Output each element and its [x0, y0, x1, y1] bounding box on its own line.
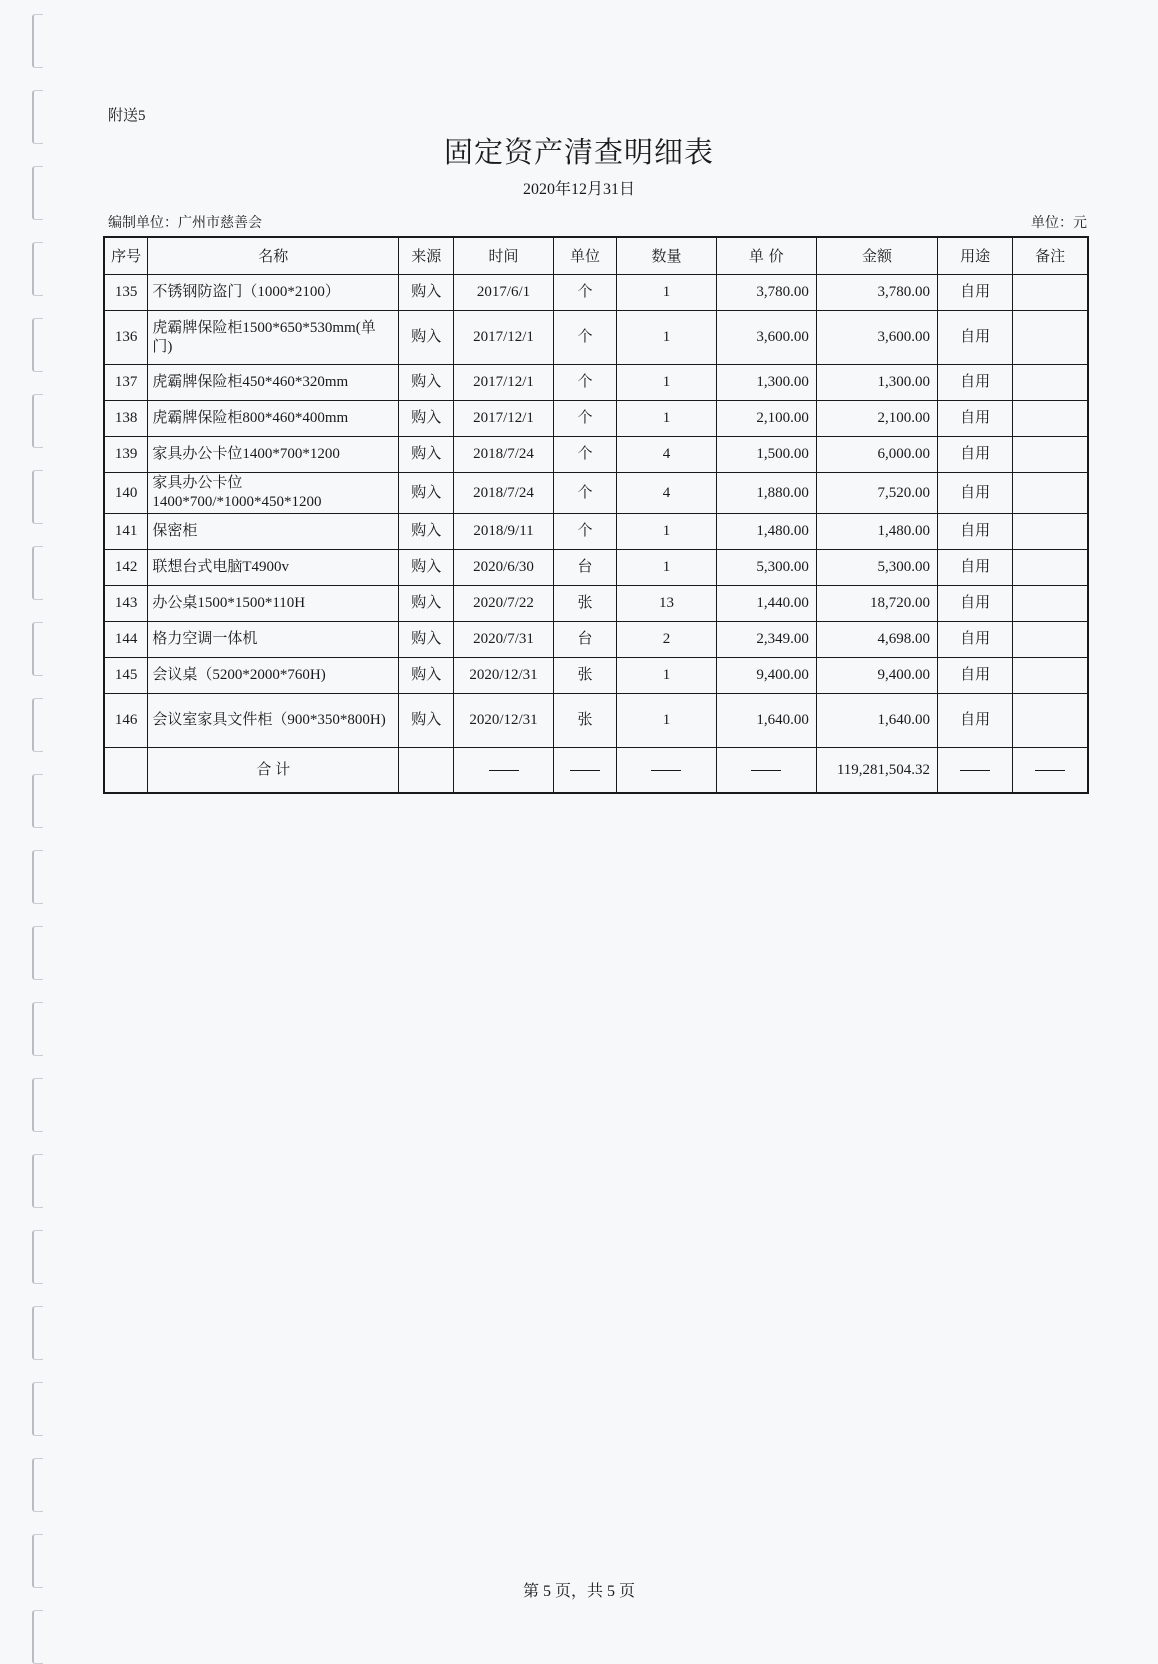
total-dash-cell [938, 748, 1013, 794]
source-cell: 购入 [399, 311, 454, 365]
table-row [104, 365, 1088, 401]
note-cell [1013, 694, 1088, 748]
binder-hole-mark [32, 1002, 43, 1056]
amount-cell: 1,300.00 [816, 365, 937, 401]
note-cell [1013, 401, 1088, 437]
amount-cell: 1,480.00 [816, 514, 937, 550]
unit-cell: 台 [553, 622, 617, 658]
source-cell: 购入 [399, 473, 454, 514]
total-dash-cell [553, 748, 617, 794]
date-cell: 2020/7/22 [454, 586, 553, 622]
total-source-cell [399, 748, 454, 794]
usage-cell: 自用 [938, 365, 1013, 401]
quantity-cell: 1 [617, 658, 716, 694]
binder-hole-mark [32, 1458, 43, 1512]
row-number-cell: 144 [104, 622, 148, 658]
source-cell: 购入 [399, 694, 454, 748]
row-number-cell: 139 [104, 437, 148, 473]
amount-cell: 2,100.00 [816, 401, 937, 437]
binder-hole-mark [32, 774, 43, 828]
binder-hole-mark [32, 622, 43, 676]
date-cell: 2020/12/31 [454, 658, 553, 694]
usage-cell: 自用 [938, 311, 1013, 365]
column-header: 序号 [104, 237, 148, 275]
asset-name-cell: 格力空调一体机 [148, 622, 399, 658]
asset-table [103, 236, 1089, 794]
binder-hole-mark [32, 1306, 43, 1360]
date-cell: 2018/9/11 [454, 514, 553, 550]
column-header: 备注 [1013, 237, 1088, 275]
binder-hole-mark [32, 1154, 43, 1208]
source-cell: 购入 [399, 275, 454, 311]
report-date: 2020年12月31日 [522, 181, 635, 198]
source-cell: 购入 [399, 658, 454, 694]
row-number-cell: 142 [104, 550, 148, 586]
amount-cell: 5,300.00 [816, 550, 937, 586]
usage-cell: 自用 [938, 622, 1013, 658]
source-cell: 购入 [399, 550, 454, 586]
amount-cell: 4,698.00 [816, 622, 937, 658]
usage-cell: 自用 [938, 694, 1013, 748]
usage-cell: 自用 [938, 401, 1013, 437]
row-number-cell: 146 [104, 694, 148, 748]
note-cell [1013, 275, 1088, 311]
column-header: 单 价 [716, 237, 816, 275]
binder-hole-mark [32, 926, 43, 980]
date-cell: 2017/6/1 [454, 275, 553, 311]
note-cell [1013, 473, 1088, 514]
asset-name-cell: 家具办公卡位1400*700*1200 [148, 437, 399, 473]
table-row [104, 622, 1088, 658]
asset-name-cell: 家具办公卡位1400*700/*1000*450*1200 [148, 473, 399, 514]
row-number-cell: 140 [104, 473, 148, 514]
source-cell: 购入 [399, 437, 454, 473]
quantity-cell: 1 [617, 550, 716, 586]
note-cell [1013, 311, 1088, 365]
note-cell [1013, 437, 1088, 473]
unit-cell: 张 [553, 658, 617, 694]
quantity-cell: 2 [617, 622, 716, 658]
quantity-cell: 1 [617, 311, 716, 365]
quantity-cell: 1 [617, 401, 716, 437]
row-number-cell: 137 [104, 365, 148, 401]
table-row [104, 437, 1088, 473]
note-cell [1013, 586, 1088, 622]
row-number-cell: 143 [104, 586, 148, 622]
date-cell: 2020/7/31 [454, 622, 553, 658]
source-cell: 购入 [399, 514, 454, 550]
source-cell: 购入 [399, 586, 454, 622]
amount-cell: 6,000.00 [816, 437, 937, 473]
row-number-cell: 136 [104, 311, 148, 365]
total-amount: 119,281,504.32 [816, 748, 937, 794]
unit-price-cell: 1,880.00 [716, 473, 816, 514]
table-row [104, 275, 1088, 311]
row-number-cell: 145 [104, 658, 148, 694]
column-header: 来源 [399, 237, 454, 275]
date-cell: 2017/12/1 [454, 311, 553, 365]
amount-cell: 1,640.00 [816, 694, 937, 748]
total-label: 合 计 [148, 748, 399, 794]
source-cell: 购入 [399, 401, 454, 437]
unit-price-cell: 1,300.00 [716, 365, 816, 401]
quantity-cell: 1 [617, 694, 716, 748]
binder-hole-mark [32, 1382, 43, 1436]
quantity-cell: 4 [617, 437, 716, 473]
unit-price-cell: 5,300.00 [716, 550, 816, 586]
unit-price-cell: 1,480.00 [716, 514, 816, 550]
date-cell: 2017/12/1 [454, 401, 553, 437]
currency-unit-label: 单位：元 [1031, 216, 1087, 231]
table-row [104, 658, 1088, 694]
binder-hole-mark [32, 470, 43, 524]
table-row [104, 586, 1088, 622]
usage-cell: 自用 [938, 514, 1013, 550]
binder-hole-mark [32, 546, 43, 600]
page-title: 固定资产清查明细表 [443, 135, 714, 169]
row-number-cell: 138 [104, 401, 148, 437]
table-row [104, 311, 1088, 365]
usage-cell: 自用 [938, 473, 1013, 514]
asset-name-cell: 办公桌1500*1500*110H [148, 586, 399, 622]
asset-name-cell: 不锈钢防盗门（1000*2100） [148, 275, 399, 311]
binder-hole-mark [32, 850, 43, 904]
binder-marks [28, 0, 48, 1637]
usage-cell: 自用 [938, 586, 1013, 622]
quantity-cell: 1 [617, 514, 716, 550]
usage-cell: 自用 [938, 658, 1013, 694]
note-cell [1013, 550, 1088, 586]
usage-cell: 自用 [938, 275, 1013, 311]
amount-cell: 3,780.00 [816, 275, 937, 311]
row-number-cell: 141 [104, 514, 148, 550]
unit-cell: 个 [553, 401, 617, 437]
unit-cell: 个 [553, 514, 617, 550]
binder-hole-mark [32, 394, 43, 448]
table-row [104, 694, 1088, 748]
asset-name-cell: 虎霸牌保险柜450*460*320mm [148, 365, 399, 401]
quantity-cell: 1 [617, 275, 716, 311]
table-header-row [104, 237, 1088, 275]
asset-name-cell: 会议桌（5200*2000*760H) [148, 658, 399, 694]
unit-cell: 个 [553, 473, 617, 514]
amount-cell: 18,720.00 [816, 586, 937, 622]
unit-price-cell: 3,780.00 [716, 275, 816, 311]
column-header: 用途 [938, 237, 1013, 275]
table-row [104, 401, 1088, 437]
unit-cell: 个 [553, 365, 617, 401]
asset-name-cell: 虎霸牌保险柜800*460*400mm [148, 401, 399, 437]
note-cell [1013, 622, 1088, 658]
unit-price-cell: 9,400.00 [716, 658, 816, 694]
unit-cell: 张 [553, 586, 617, 622]
unit-price-cell: 2,349.00 [716, 622, 816, 658]
attachment-label: 附送5 [108, 108, 146, 124]
binder-hole-mark [32, 242, 43, 296]
asset-name-cell: 会议室家具文件柜（900*350*800H) [148, 694, 399, 748]
binder-hole-mark [32, 318, 43, 372]
date-cell: 2018/7/24 [454, 473, 553, 514]
table-row [104, 473, 1088, 514]
total-dash-cell [454, 748, 553, 794]
total-dash-cell [716, 748, 816, 794]
unit-price-cell: 3,600.00 [716, 311, 816, 365]
date-cell: 2018/7/24 [454, 437, 553, 473]
unit-cell: 个 [553, 275, 617, 311]
asset-name-cell: 保密柜 [148, 514, 399, 550]
unit-price-cell: 1,500.00 [716, 437, 816, 473]
unit-cell: 个 [553, 311, 617, 365]
note-cell [1013, 514, 1088, 550]
binder-hole-mark [32, 1078, 43, 1132]
column-header: 数量 [617, 237, 716, 275]
note-cell [1013, 658, 1088, 694]
unit-price-cell: 1,640.00 [716, 694, 816, 748]
amount-cell: 7,520.00 [816, 473, 937, 514]
date-cell: 2017/12/1 [454, 365, 553, 401]
org-label: 编制单位：广州市慈善会 [108, 216, 262, 231]
source-cell: 购入 [399, 365, 454, 401]
binder-hole-mark [32, 14, 43, 68]
binder-hole-mark [32, 1610, 43, 1664]
asset-name-cell: 虎霸牌保险柜1500*650*530mm(单门) [148, 311, 399, 365]
column-header: 单位 [553, 237, 617, 275]
total-row [104, 748, 1088, 794]
amount-cell: 3,600.00 [816, 311, 937, 365]
unit-cell: 张 [553, 694, 617, 748]
quantity-cell: 1 [617, 365, 716, 401]
amount-cell: 9,400.00 [816, 658, 937, 694]
usage-cell: 自用 [938, 437, 1013, 473]
column-header: 名称 [148, 237, 399, 275]
unit-price-cell: 1,440.00 [716, 586, 816, 622]
note-cell [1013, 365, 1088, 401]
unit-price-cell: 2,100.00 [716, 401, 816, 437]
row-number-cell: 135 [104, 275, 148, 311]
quantity-cell: 13 [617, 586, 716, 622]
unit-cell: 台 [553, 550, 617, 586]
source-cell: 购入 [399, 622, 454, 658]
date-cell: 2020/6/30 [454, 550, 553, 586]
page-footer: 第 5 页，共 5 页 [522, 1583, 635, 1600]
quantity-cell: 4 [617, 473, 716, 514]
total-no-cell [104, 748, 148, 794]
binder-hole-mark [32, 1230, 43, 1284]
unit-cell: 个 [553, 437, 617, 473]
total-dash-cell [617, 748, 716, 794]
table-row [104, 550, 1088, 586]
binder-hole-mark [32, 698, 43, 752]
total-dash-cell [1013, 748, 1088, 794]
usage-cell: 自用 [938, 550, 1013, 586]
date-cell: 2020/12/31 [454, 694, 553, 748]
table-row [104, 514, 1088, 550]
column-header: 时间 [454, 237, 553, 275]
asset-name-cell: 联想台式电脑T4900v [148, 550, 399, 586]
column-header: 金额 [816, 237, 937, 275]
